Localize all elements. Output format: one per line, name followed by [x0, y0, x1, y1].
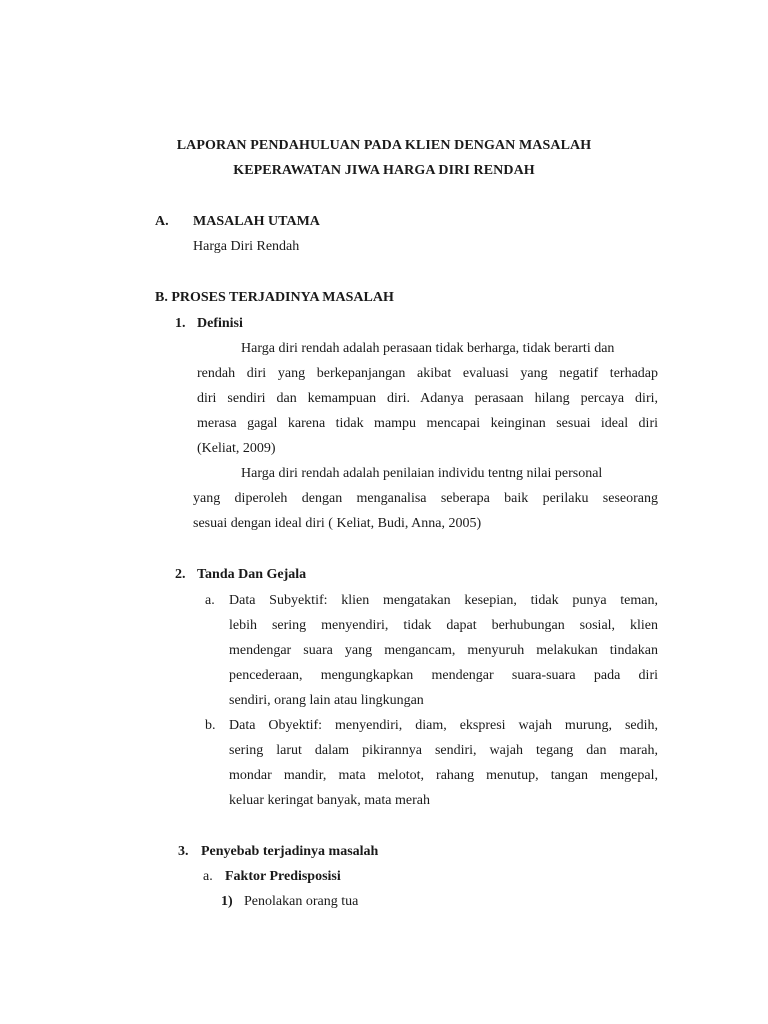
- item1-marker: 1.: [175, 316, 186, 331]
- item3-a-heading: Faktor Predisposisi: [225, 869, 341, 884]
- item3-a-marker: a.: [203, 869, 213, 884]
- item3-sub1-text: Penolakan orang tua: [244, 894, 359, 909]
- section-a-text: Harga Diri Rendah: [193, 239, 300, 254]
- item2-a-line4: pencederaan, mengungkapkan mendengar suara-suara pada diri: [229, 668, 658, 683]
- item2-a-line3: mendengar suara yang mengancam, menyuruh melakukan tindakan: [229, 643, 658, 658]
- item1-heading: Definisi: [197, 316, 243, 331]
- item2-b-line4: keluar keringat banyak, mata merah: [229, 793, 430, 808]
- item2-a-line1: Data Subyektif: klien mengatakan kesepian, tidak punya teman,: [229, 593, 658, 608]
- document-title-line1: LAPORAN PENDAHULUAN PADA KLIEN DENGAN MASALAH: [176, 138, 592, 153]
- item2-b-marker: b.: [205, 718, 216, 733]
- definisi-para2-line3: sesuai dengan ideal diri ( Keliat, Budi, Anna, 2005): [193, 516, 482, 531]
- item3-heading: Penyebab terjadinya masalah: [201, 844, 379, 859]
- section-b-heading: B. PROSES TERJADINYA MASALAH: [155, 290, 394, 305]
- definisi-para2-line1: Harga diri rendah adalah penilaian individu tentng nilai personal: [241, 466, 603, 481]
- section-a-marker: A.: [155, 214, 169, 229]
- definisi-para1-line2: rendah diri yang berkepanjangan akibat evaluasi yang negatif terhadap: [197, 366, 658, 381]
- definisi-para1-line4: merasa gagal karena tidak mampu mencapai keinginan sesuai ideal diri: [197, 416, 658, 431]
- item3-sub1-marker: 1): [221, 894, 233, 909]
- definisi-para1-line3: diri sendiri dan kemampuan diri. Adanya perasaan hilang percaya diri,: [197, 391, 658, 406]
- definisi-para1-line1: Harga diri rendah adalah perasaan tidak berharga, tidak berarti dan: [241, 341, 615, 356]
- item2-b-line1: Data Obyektif: menyendiri, diam, ekspresi wajah murung, sedih,: [229, 718, 658, 733]
- item2-heading: Tanda Dan Gejala: [197, 567, 307, 582]
- item3-marker: 3.: [178, 844, 189, 859]
- item2-a-line5: sendiri, orang lain atau lingkungan: [229, 693, 424, 708]
- item2-a-line2: lebih sering menyendiri, tidak dapat berhubungan sosial, klien: [229, 618, 658, 633]
- section-a-heading: MASALAH UTAMA: [193, 214, 320, 229]
- item2-a-marker: a.: [205, 593, 215, 608]
- item2-marker: 2.: [175, 567, 186, 582]
- definisi-para1-line5: (Keliat, 2009): [197, 441, 276, 456]
- document-title-line2: KEPERAWATAN JIWA HARGA DIRI RENDAH: [233, 163, 535, 178]
- definisi-para2-line2: yang diperoleh dengan menganalisa seberapa baik perilaku seseorang: [193, 491, 658, 506]
- item2-b-line2: sering larut dalam pikirannya sendiri, wajah tegang dan marah,: [229, 743, 658, 758]
- item2-b-line3: mondar mandir, mata melotot, rahang menutup, tangan mengepal,: [229, 768, 658, 783]
